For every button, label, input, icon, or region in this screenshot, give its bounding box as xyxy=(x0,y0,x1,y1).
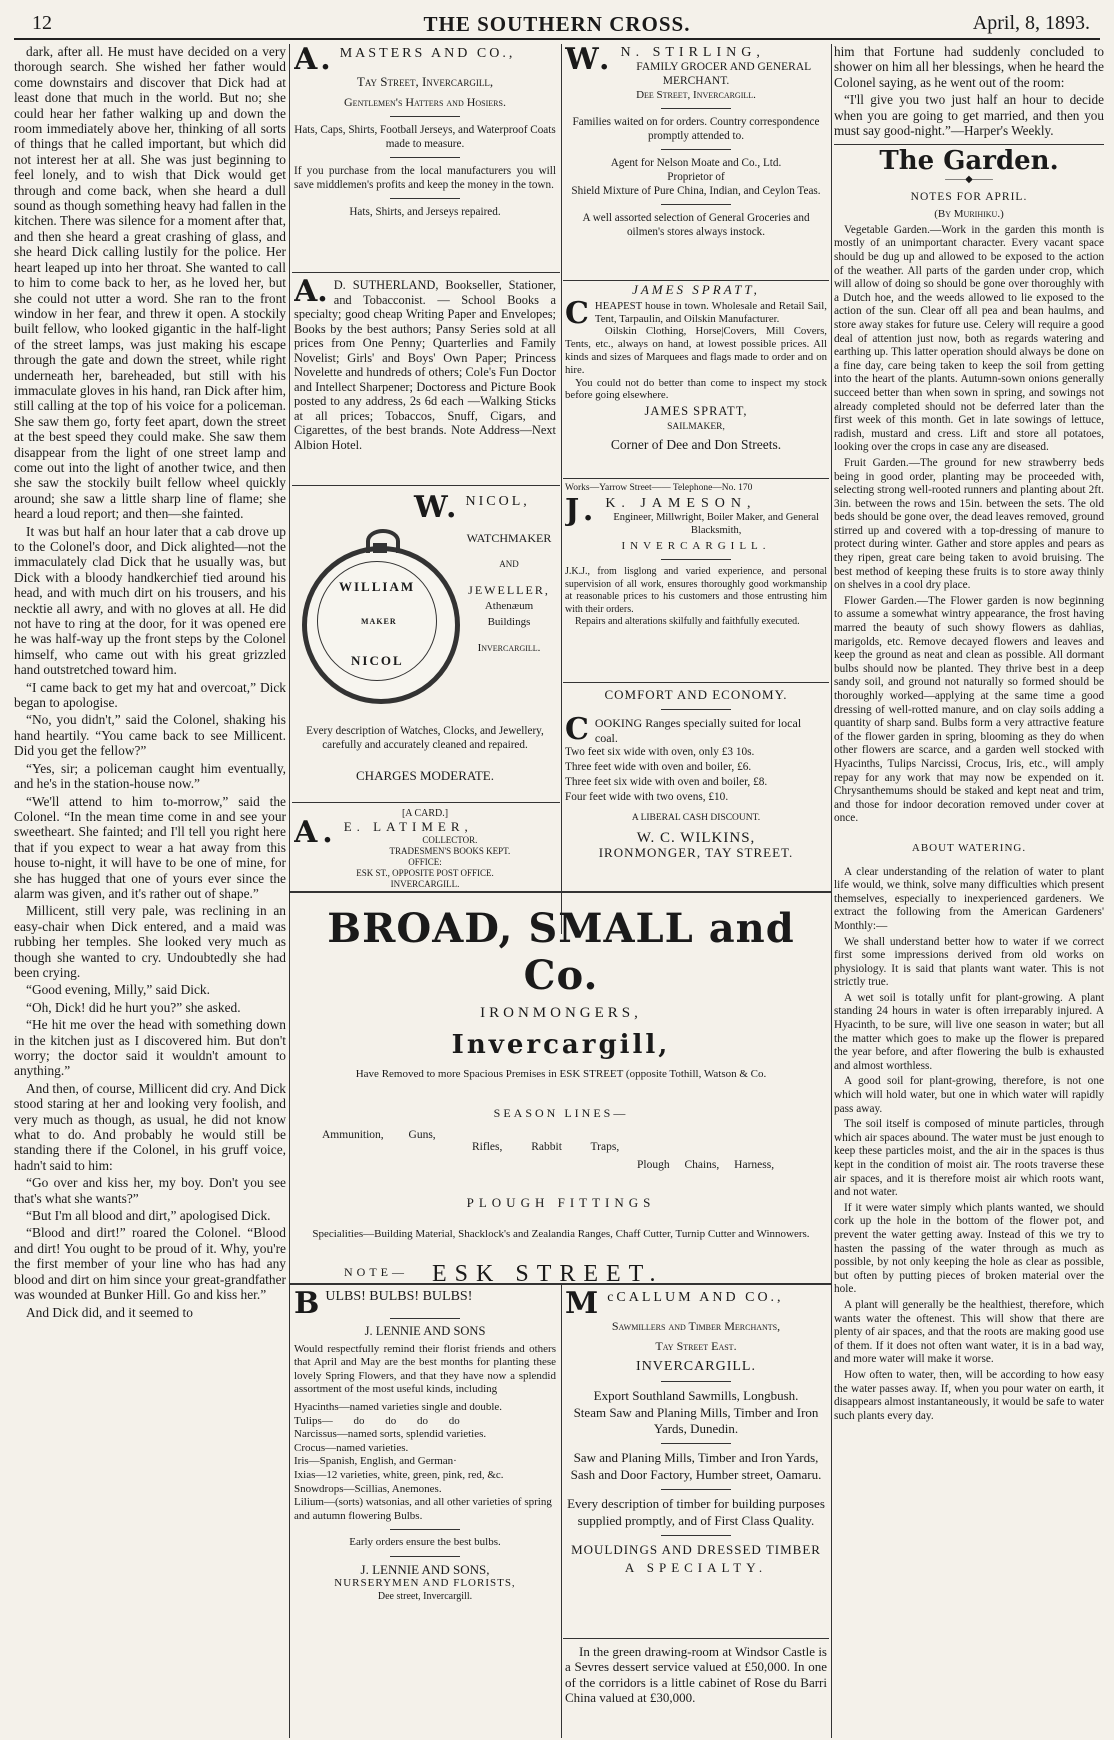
story-continued: him that Fortune had suddenly concluded to shower on him all her blessings, when he heard the Colonel saying, as he went out of the room: xyxy=(834,44,1104,90)
ad-latimer xyxy=(294,808,556,888)
ad-address: Invercargill. xyxy=(477,642,541,654)
ad-trade: Sawmillers and Timber Merchants, xyxy=(611,1319,781,1333)
divider xyxy=(661,559,731,560)
newspaper-title: THE SOUTHERN CROSS. xyxy=(423,12,691,36)
divider xyxy=(390,1529,460,1530)
section-subtitle: NOTES FOR APRIL. xyxy=(910,190,1028,203)
ad-and: AND xyxy=(499,559,519,569)
ad-mccallum xyxy=(565,1290,827,1634)
ad-text: CHARGES MODERATE. xyxy=(356,768,494,783)
ad-initial: A. xyxy=(294,46,334,77)
ad-name: J. LENNIE AND SONS xyxy=(364,1324,486,1338)
story-paragraph: “Blood and dirt!” roared the Colonel. “Blood and dirt! You ought to be proud of it. Why, you're the first member of your line who has had any blood and dirt on him since your great-grandfather was wounded at Bunker Hill. Go and kiss her.” xyxy=(14,1225,286,1303)
ad-initial: A. xyxy=(294,278,328,309)
ad-price: Two feet six wide with oven, only £3 10s. xyxy=(565,746,755,759)
ad-trade: Gentlemen's Hatters and Hosiers. xyxy=(344,95,506,109)
ad-item: Rifles, Rabbit Traps, xyxy=(472,1141,620,1153)
ad-divider xyxy=(292,802,560,803)
ad-text: Every description of Watches, Clocks, and Jewellery, carefully and accurately cleaned and repaired. xyxy=(306,725,544,751)
ad-name: N. STIRLING, xyxy=(620,46,765,60)
byline: (By Murihiku.) xyxy=(934,208,1004,221)
ad-spratt xyxy=(565,284,827,474)
column-rule xyxy=(561,1285,562,1738)
watering-paragraph: We shall understand better how to water if we correct first some impressions derived from old works on physiology. It is said that plants want water. This is not strictly true. xyxy=(834,935,1104,989)
pocket-watch-icon xyxy=(302,546,460,704)
ad-footer: Dee street, Invercargill. xyxy=(377,1591,473,1603)
story-paragraph: “We'll attend to him to-morrow,” said the Colonel. “In the mean time come in and see your sweetheart. She fainted; and I'll tell you right here that if you expect to wear a hat away from this house to-night, it will have to be one of mine, for she has hugged that one of yours ever since the alarm was given, and it's rather out of shape.” xyxy=(14,793,286,901)
ad-divider xyxy=(563,280,829,281)
ad-city: INVERCARGILL. xyxy=(621,539,771,552)
ad-text: OOKING Ranges specially suited for local coal. xyxy=(594,715,802,745)
story-paragraph: “He hit me over the head with something down in the kitchen just as I discovered him. But don't worry; the doctor said it wouldn't amount to anything.” xyxy=(14,1017,286,1079)
garden-paragraph: Fruit Garden.—The ground for new strawberry beds being in good order, planting may be proceeded with, selecting strong well-rooted runners and planting about 2ft. 3in. between the rows and 15in. between the sets. The old beds should be gone over, the dead leaves removed, ground stirred up and covered with a top-dressing of manure to protect during winter. Gather and store apples and pears as they ripen, great care being taken to avoid bruising. The best method of keeping these fruits is to store away thinly on shelves in a cool dry place. xyxy=(834,456,1104,592)
ad-masters xyxy=(294,46,556,268)
ad-initial: J. xyxy=(565,493,600,529)
ad-divider xyxy=(563,478,829,479)
ad-text: Proprietor of xyxy=(667,171,725,183)
story-column xyxy=(14,44,286,1738)
ad-text: HEAPEST house in town. Wholesale and Retail Sail, Tent, Tarpaulin, and Oilskin Manufacturer. xyxy=(594,299,827,325)
ad-text: Oilskin Clothing, Horse|Covers, Mill Covers, Tents, etc., always on hand, at lowest possible prices. All kinds and sizes of Marquees and flags made to order and on hire. xyxy=(565,325,827,376)
ad-text: Saw and Planing Mills, Timber and Iron Yards, Sash and Door Factory, Humber street, Oamaru. xyxy=(570,1450,822,1482)
ad-initial: B xyxy=(294,1290,320,1321)
ad-header: COMFORT AND ECONOMY. xyxy=(604,688,788,702)
divider xyxy=(661,108,731,109)
ad-initial: C xyxy=(565,295,589,331)
ad-text: A well assorted selection of General Groceries and oilmen's stores always instock. xyxy=(582,212,810,238)
story-paragraph: “Yes, sir; a policeman caught him eventually, and he's in the station-house now.” xyxy=(14,760,286,792)
ad-text: Hats, Shirts, and Jerseys repaired. xyxy=(349,206,501,218)
ad-address: Athenæum Buildings xyxy=(484,600,534,628)
ad-title: BROAD, SMALL and Co. xyxy=(327,905,795,999)
ad-text: Repairs and alterations skilfully and faithfully executed. xyxy=(575,616,800,628)
story-paragraph: “No, you didn't,” said the Colonel, shaking his hand heartily. “You came back to see Millicent. Did you get the fellow?” xyxy=(14,712,286,759)
ad-initial: M xyxy=(565,1290,602,1321)
ad-address: Dee Street, Invercargill. xyxy=(636,89,756,101)
ad-stirling xyxy=(565,46,827,276)
divider xyxy=(390,198,460,199)
ad-name: cCALLUM AND CO., xyxy=(607,1290,784,1305)
ad-initial: W. xyxy=(414,490,460,525)
story-paragraph: And then, of course, Millicent did cry. And Dick stood staring at her and looking very foolish, and very much as though, as usual, he did not know what to do. And probably he would still be standing there if the Colonel, in his gruff voice, hadn't said to him: xyxy=(14,1080,286,1173)
ad-initial: A. xyxy=(294,815,338,850)
garden-paragraph: Vegetable Garden.—Work in the garden this month is mostly of an unimportant character. Every vacant space should be dug up and allowed to be exposed to the action of the weather. All parts of the garden under crop, which will allow of doing so should be gone over thoroughly with a Dutch hoe, and the weeds allowed to lie exposed to the action of the sun. Clear off all pea and bean haulms, and store away stakes for future use. Celery will require a good deal of attention just now, both as regards watering and earthing up. This latter operation should always be done on a fine day, care being taken to keep the soil from getting into the heart of the plants. Autumn-sown onions generally succeed better than when sown in spring, and sowings not already completed should not be deferred later than the first week of this month. Get in late sowings of lettuce, radish, mustard and cress. Lift and store all potatoes, looking over the crops in case any are diseased. xyxy=(834,223,1104,454)
ad-divider xyxy=(289,1283,832,1285)
ad-list-item: Iris—Spanish, English, and German· xyxy=(294,1455,457,1468)
story-paragraph: “But I'm all blood and dirt,” apologised Dick. xyxy=(26,1208,271,1224)
divider xyxy=(661,1489,731,1490)
ad-divider xyxy=(292,272,560,273)
ad-name: K. JAMESON, xyxy=(605,496,757,512)
ad-text: If you purchase from the local manufacturers you will save middlemen's profits and keep the money in the town. xyxy=(294,165,556,191)
ad-divider xyxy=(292,485,560,486)
divider xyxy=(661,709,731,710)
ad-text: Agent for Nelson Moate and Co., Ltd. xyxy=(610,157,782,169)
ad-price: Three feet six wide with oven and boiler, £8. xyxy=(565,775,768,788)
ad-role: SAILMAKER, xyxy=(667,421,725,432)
ad-text: PLOUGH FITTINGS xyxy=(466,1195,656,1210)
ad-header: JAMES SPRATT, xyxy=(632,284,760,297)
ad-item: Plough Chains, Harness, xyxy=(637,1159,775,1171)
ad-text: Families waited on for orders. Country correspondence promptly attended to. xyxy=(572,116,820,142)
ad-text: A LIBERAL CASH DISCOUNT. xyxy=(631,812,761,823)
watch-text: NICOL xyxy=(351,653,404,668)
ad-text: Have Removed to more Spacious Premises in ESK STREET (opposite Tothill, Watson & Co. xyxy=(355,1068,767,1080)
watch-text: WILLIAM xyxy=(339,579,416,594)
story-paragraph: And Dick did, and it seemed to xyxy=(26,1304,193,1320)
ad-text: D. SUTHERLAND, Bookseller, Stationer, and Tobacconist. — School Books a specialty; good cheap Writing Paper and Envelopes; Books by the best authors; Pansy Series sold at all prices from One Penny; Quarterlies and Family Novelist; Girls' and Boys' Own Paper; Princess Novelette and hundreds of others; Cole's Fun Doctor and Intellect Sharpener; Doctoress and Picture Book posted to any address, 2s 6d each —Walking Sticks at all prices; Tobaccos, Snuff, Cigars, and Cigarettes, of the best brands. Note Address—Next Albion Hotel. xyxy=(294,278,556,452)
ad-footer: NURSERYMEN AND FLORISTS, xyxy=(334,1576,516,1589)
ad-name: JAMES SPRATT, xyxy=(644,404,748,419)
ad-list-item: Tulips— do do do do xyxy=(294,1414,460,1427)
ad-text: Shield Mixture of Pure China, Indian, and Ceylon Teas. xyxy=(571,185,821,197)
ad-subtitle: IRONMONGERS, xyxy=(480,1005,642,1021)
ad-role: COLLECTOR. xyxy=(422,835,478,845)
ad-price: Four feet wide with two ovens, £10. xyxy=(565,790,729,803)
ad-list-item: Narcissus—named sorts, splendid varieties. xyxy=(294,1428,487,1441)
ad-divider xyxy=(289,891,832,893)
ad-divider xyxy=(563,682,829,683)
ad-trade: WATCHMAKER xyxy=(466,531,552,545)
garden-paragraph: Flower Garden.—The Flower garden is now beginning to assume a somewhat wintry appearance, the frost having marred the beauty of such showy flowers as dahlias, marigolds, etc. Remove decayed flowers and leaves and keep the ground as neat and clean as possible. All dormant bulbs should now be planted. They thrive best in a deep sandy soil, and ground not naturally so formed should be thoroughly worked—applying at the same time a good dressing of well-rotted manure, and on clay soils adding a quantity of sharp sand. Bulbs form a very attractive feature of the flower garden in spring, blooming as they do when other flowers are scarce, and a garden well stocked with Hyacinths, Tulips Narcissi, Crocus, Iris, etc., will amply repay for any work that may now be expended on it. Chrysanthemums should be staked and kept neat and trim, and those for indoor decoration removed under cover at once. xyxy=(834,594,1104,825)
story-paragraph: “Oh, Dick! did he hurt you?” she asked. xyxy=(26,999,241,1015)
ad-name: W. C. WILKINS, xyxy=(636,830,756,847)
ad-initial: W. xyxy=(565,46,615,77)
divider xyxy=(661,1535,731,1536)
ad-sutherland xyxy=(294,278,556,478)
watering-paragraph: A clear understanding of the relation of water to plant life would, we think, solve many difficulties which present themselves, especially to inexperienced gardeners. We extract the following from the American Gardeners' Monthly:— xyxy=(834,865,1104,932)
ad-price: Three feet wide with oven and boiler, £6. xyxy=(565,761,752,774)
ad-street: ESK STREET. xyxy=(432,1261,664,1283)
story-paragraph: “I came back to get my hat and overcoat,” Dick began to apologise. xyxy=(14,679,286,711)
ad-footer: J. LENNIE AND SONS, xyxy=(360,1561,490,1577)
ad-text: Would respectfully remind their florist friends and others that April and May are the best months for planting these lovely Spring Flowers, and that they have now a splendid assortment of the most useful kinds, including xyxy=(294,1342,556,1396)
ad-wilkins xyxy=(565,688,827,888)
windsor-paragraph: In the green drawing-room at Windsor Castle is a Sevres dessert service valued at £50,000. In one of the corridors is a little cabinet of Rose du Barri China valued at £30,000. xyxy=(565,1644,827,1706)
ad-text: Specialities—Building Material, Shacklock's and Zealandia Ranges, Chaff Cutter, Turnip Cutter and Winnowers. xyxy=(312,1228,810,1240)
ad-trade: JEWELLER, xyxy=(468,583,550,597)
ad-card: [A CARD.] xyxy=(401,808,449,819)
ad-item: Ammunition, Guns, xyxy=(322,1129,436,1141)
ad-list-item: Lilium—(sorts) watsonias, and all other varieties of spring and autumn flowering Bulbs. xyxy=(294,1496,552,1522)
ad-initial: C xyxy=(565,711,589,747)
ad-works: Works—Yarrow Street—— Telephone—No. 170 xyxy=(565,483,753,493)
ad-name: E. LATIMER, xyxy=(343,819,473,834)
divider xyxy=(390,1556,460,1557)
ad-list-item: Ixias—12 varieties, white, green, pink, red, &c. xyxy=(294,1468,504,1481)
watch-text: MAKER xyxy=(361,617,397,626)
ad-text: You could not do better than come to inspect my stock before going elsewhere. xyxy=(565,376,827,402)
divider xyxy=(390,157,460,158)
story-continued: “I'll give you two just half an hour to decide when you are going to get married, and then you must say good-night.”—Harper's Weekly. xyxy=(834,92,1104,139)
story-paragraph: “Go over and kiss her, my boy. Don't you see that's what she wants?” xyxy=(14,1175,286,1206)
ad-text: J.K.J., from lisglong and varied experience, and personal supervision of all work, ensures thoroughly good workmanship at reasonable prices to his customers and those entrusting him with their orders. xyxy=(565,566,827,615)
divider xyxy=(661,1443,731,1444)
ad-header: ULBS! BULBS! BULBS! xyxy=(325,1290,473,1304)
ad-jameson xyxy=(565,482,827,678)
ad-address: Corner of Dee and Don Streets. xyxy=(610,436,782,452)
story-paragraph: Millicent, still very pale, was reclining in an easy-chair when Dick entered, and a maid was rubbing her temples. She looked very much as though she wanted to cry. Undoubtedly she had been crying. xyxy=(14,903,286,980)
ad-text: ESK ST., OPPOSITE POST OFFICE. xyxy=(356,868,494,878)
garden-column xyxy=(834,44,1104,1738)
ad-text: A SPECIALTY. xyxy=(624,1560,768,1576)
ad-text: Steam Saw and Planing Mills, Timber and Iron Yards, Dunedin. xyxy=(573,1404,819,1437)
divider xyxy=(661,149,731,150)
ad-text: OFFICE: xyxy=(408,857,442,867)
ad-nicol xyxy=(294,490,556,802)
ad-address: Tay Street, Invercargill, xyxy=(356,74,494,89)
story-paragraph: dark, after all. He must have decided on a very thorough search. She wished her father would come downstairs and discover that Dick had at least done that much in the world. But no; she could hear her father walking up and down the room immediately above her, thinking of all sorts of things that he called important, but which did not interest her at all. She was just beginning to feel lonely, and to wish that Dick would get through and come back, when she heard a dull sound as though something heavy had fallen in the kitchen. There was silence for a moment after that, and then she heard a great crashing of glass, and she heard Dick calling lustily for the police. Her heart leaped up into her throat. She wanted to call to him to come back to her, as he loved her, but she could not utter a word. She ran to the front window in her fear, and threw it open. A stockily built fellow, who looked gigantic in the half-light of the street lamps, was just making his escape through the gate and down the street, while right underneath her, bareheaded, but still with his immaculate gloves in his hand, ran Dick after him, still calling at the top of his voice for a policeman. She saw them go, forty feet apart, down the street at the best speed they could make. She saw them disappear from the light of one street lamp and come out into the light of another twice, and then she saw the stockily built fellow wheel quickly around; she saw a little sharp line of flame; she heard a loud report; and then—she fainted. xyxy=(14,44,286,522)
ad-text: Every description of timber for building purposes supplied promptly, and of First Class Quality. xyxy=(567,1496,825,1528)
masthead xyxy=(14,8,1100,40)
ad-divider xyxy=(563,1638,829,1639)
ad-text: SEASON LINES— xyxy=(493,1106,629,1120)
watering-paragraph: A wet soil is totally unfit for plant-growing. A plant standing 24 hours in water is often irreparably injured. A Hyacinth, to be sure, will live one season in water; but all the matter which goes to make up the flower is prepared the year before, and after flowering the bulb is exhausted and almost worthless. xyxy=(834,991,1104,1072)
column-rule xyxy=(561,44,562,934)
story-paragraph: It was but half an hour later that a cab drove up to the Colonel's door, and Dick alighted—not the immaculately clad Dick that he usually was, but Dick with a bloody handkerchief tied around his head, and with much dirt on his trousers, and his necktie all awry, and with no gloves at all. He did not have to ring at the door, for it was opened ere he was half-way up the front steps by the Colonel himself, who came out with his great grizzled hand outstretched toward him. xyxy=(14,523,286,678)
ad-text: INVERCARGILL. xyxy=(390,879,460,888)
watering-paragraph: How often to water, then, will be according to how easy the water passes away. If, when you pour water on earth, it disappears almost instantaneously, it would be safe to water such plants every day. xyxy=(834,1368,1104,1422)
ad-name: NICOL, xyxy=(465,494,530,509)
watering-paragraph: If it were water simply which plants wanted, we should cork up the hole in the bottom of the flower pot, and prevent the water getting away. Instead of this we try to hasten the passing of the water through as much as possible, by not only keeping the hole as clear as possible, but often by putting pieces of broken material over the hole. xyxy=(834,1201,1104,1296)
story-paragraph: “Good evening, Milly,” said Dick. xyxy=(26,982,210,998)
ad-name: MASTERS AND CO., xyxy=(339,46,516,61)
ad-city: INVERCARGILL. xyxy=(636,1358,756,1374)
ad-lennie xyxy=(294,1290,556,1736)
ad-address: IRONMONGER, TAY STREET. xyxy=(598,845,794,861)
issue-date: April, 8, 1893. xyxy=(972,12,1090,34)
ad-list-item: Crocus—named varieties. xyxy=(294,1441,409,1454)
page-number: 12 xyxy=(32,12,52,34)
ad-text: Early orders ensure the best bulbs. xyxy=(349,1536,501,1549)
ad-address: Tay Street East. xyxy=(655,1339,737,1354)
ad-trade: FAMILY GROCER AND GENERAL MERCHANT. xyxy=(636,61,812,87)
ad-note: NOTE— xyxy=(344,1265,408,1279)
divider xyxy=(390,1318,460,1319)
ad-list-item: Hyacinths—named varieties single and double. xyxy=(294,1400,503,1413)
divider xyxy=(661,1381,731,1382)
ad-text: Export Southland Sawmills, Longbush. xyxy=(593,1388,799,1404)
watering-paragraph: A good soil for plant-growing, therefore, is not one which will hold water, but one in which water will rapidly pass away. xyxy=(834,1075,1104,1115)
section-title: The Garden. xyxy=(879,146,1059,177)
watering-paragraph: The soil itself is composed of minute particles, through which air spaces abound. The water must be just enough to keep these particles moist, and the air in the spaces is thus kept in the condition of moist air. The roots traverse these air spaces, and it is therefore moist air which roots want, and not water. xyxy=(834,1118,1104,1199)
ad-city: Invercargill, xyxy=(451,1030,671,1060)
ad-list-item: Snowdrops—Scillias, Anemones. xyxy=(294,1482,442,1495)
section-subtitle: ABOUT WATERING. xyxy=(911,841,1027,854)
watering-paragraph: A plant will generally be the healthiest, therefore, which wants water the oftenest. This will show that there are plenty of air spaces, and that the roots are making good use of them. If it does not often want water, it is in a bad way, and more water will make it worse. xyxy=(834,1298,1104,1366)
flourish-icon: ——◆—— xyxy=(945,174,993,186)
divider xyxy=(661,204,731,205)
ad-text: Hats, Caps, Shirts, Football Jerseys, and Waterproof Coats made to measure. xyxy=(294,124,556,150)
divider xyxy=(390,116,460,117)
ad-broad-small xyxy=(292,895,830,1283)
ad-text: TRADESMEN'S BOOKS KEPT. xyxy=(389,846,511,856)
ad-text: MOULDINGS AND DRESSED TIMBER xyxy=(571,1542,821,1558)
ad-trade: Engineer, Millwright, Boiler Maker, and General Blacksmith, xyxy=(613,511,819,537)
